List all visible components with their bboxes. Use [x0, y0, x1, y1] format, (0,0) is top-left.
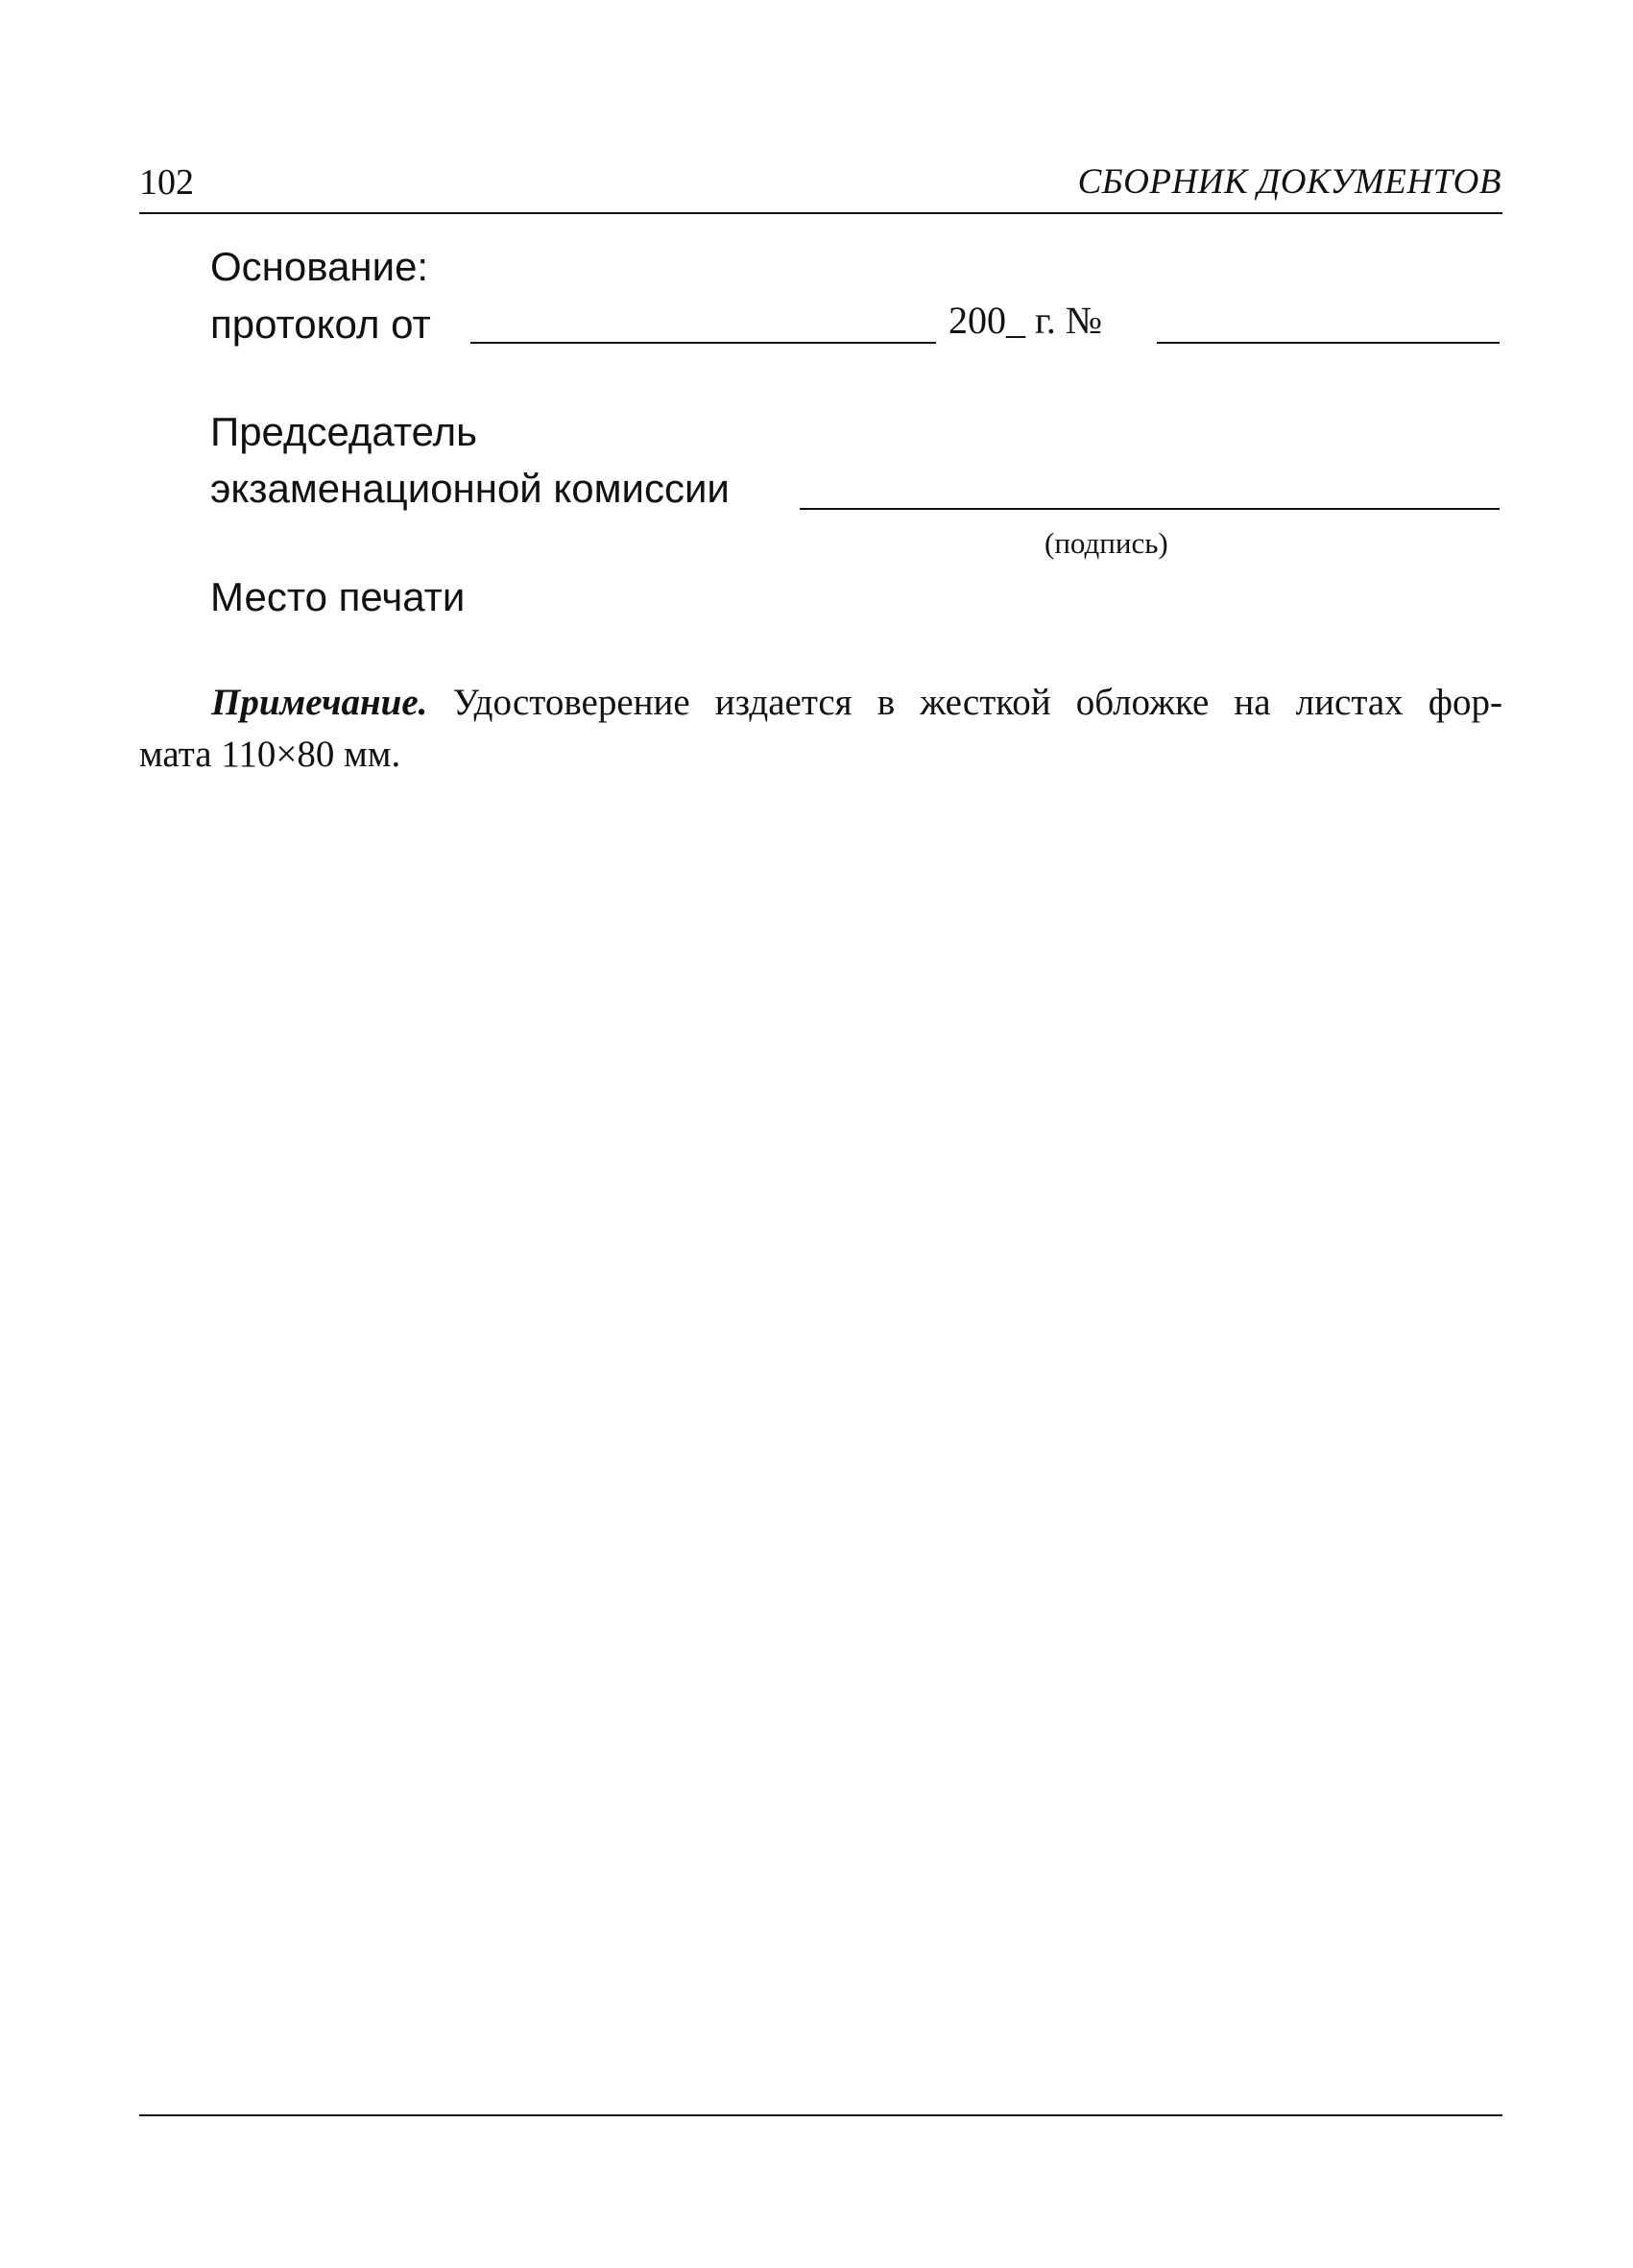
note-text-2: мата 110×80 мм.: [139, 734, 401, 775]
chairman-line-2: экзаменационной комиссии: [210, 466, 730, 511]
signature-caption: (подпись): [1045, 526, 1168, 560]
chairman-line-1: Председатель: [210, 409, 477, 454]
note-paragraph: [139, 677, 1502, 781]
running-title: СБОРНИК ДОКУМЕНТОВ: [1077, 162, 1501, 202]
basis-label: Основание:: [210, 244, 429, 289]
note-line-1: [139, 677, 1502, 729]
seal-place: Место печати: [210, 574, 466, 619]
protocol-year-number: 200_ г. №: [949, 299, 1103, 342]
note-label: Примечание.: [211, 682, 428, 723]
header-rule: [139, 212, 1502, 214]
footer-rule: [139, 2114, 1502, 2116]
protocol-date-blank: [470, 342, 936, 344]
page-number: 102: [139, 162, 194, 203]
protocol-prefix: протокол от: [210, 302, 431, 347]
protocol-number-blank: [1157, 342, 1500, 344]
signature-blank: [800, 508, 1500, 510]
note-text-1: Удостоверение издается в жесткой обложке на листах фор-: [452, 682, 1503, 723]
